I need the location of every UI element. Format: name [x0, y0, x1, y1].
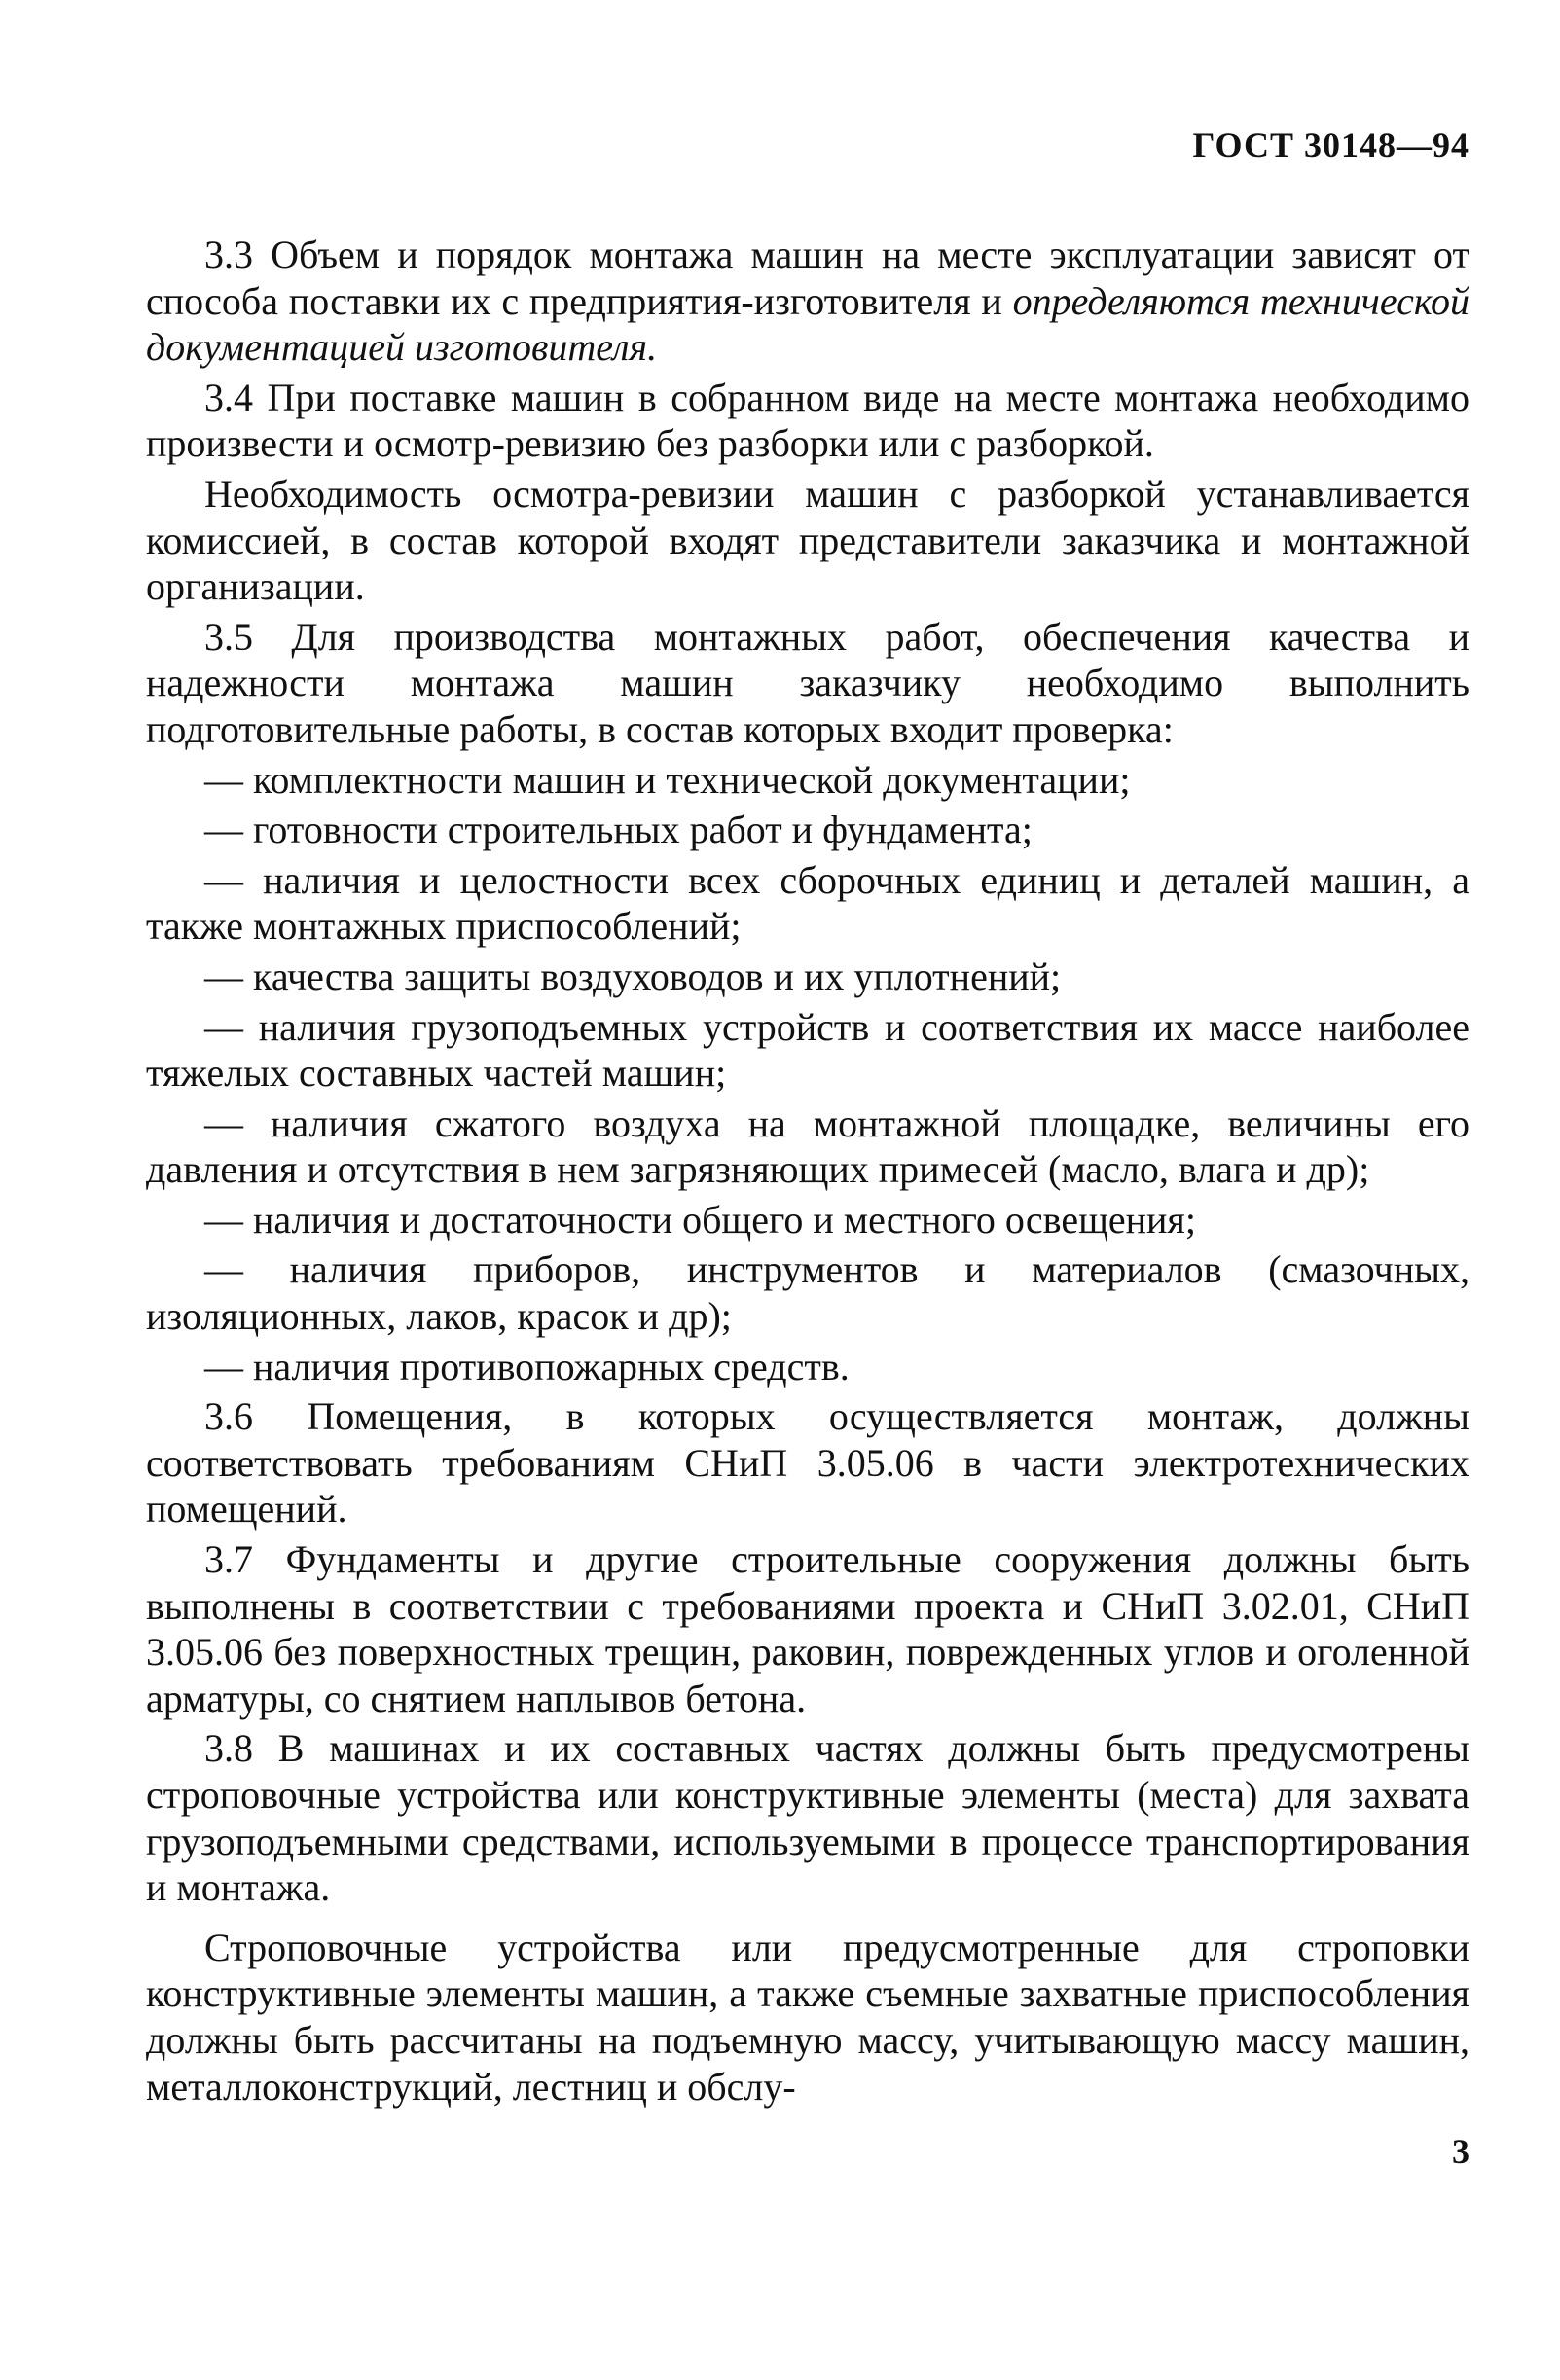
- list-item-completeness: — комплектности машин и технической документации;: [204, 757, 1131, 802]
- paragraph-3-6: 3.6 Помещения, в которых осуществляется монтаж, должны соответствовать требованиям СНиП 3.05.06 в части электротехнических помещений.: [146, 1394, 1469, 1532]
- paragraph-3-3-italic: определяются технической документацией изготовителя.: [146, 278, 1470, 370]
- paragraph-3-5: 3.5 Для производства монтажных работ, обеспечения качества и надежности монтажа машин заказчику необходимо выполнить подготовительные работы, в состав которых входит проверка:: [146, 614, 1469, 751]
- list-item-fire: — наличия противопожарных средств.: [204, 1344, 850, 1388]
- paragraph-inspection: Необходимость осмотра-ревизии машин с разборкой устанавливается комиссией, в состав которой входят представители заказчика и монтажной организации.: [146, 471, 1469, 609]
- paragraph-3-8: 3.8 В машинах и их составных частях должны быть предусмотрены строповочные устройства или конструктивные элементы (места) для захвата грузоподъемными средствами, используемыми в процессе транспортирования и монтажа.: [146, 1726, 1469, 1910]
- paragraph-3-3: 3.3 Объем и порядок монтажа машин на месте эксплуатации зависят от способа поставки их с предприятия-изготовителя и определяются технической документацией изготовителя.: [146, 233, 1470, 370]
- standard-header: ГОСТ 30148—94: [1192, 126, 1469, 164]
- list-item-readiness: — готовности строительных работ и фундамента;: [204, 808, 1033, 852]
- list-item-lifting: — наличия грузоподъемных устройств и соответствия их массе наиболее тяжелых составных частей машин;: [146, 1004, 1469, 1096]
- paragraph-slinging: Строповочные устройства или предусмотренные для строповки конструктивные элементы машин, а также съемные захватные приспособления должны быть рассчитаны на подъемную массу, учитывающую массу машин, металлоконструкций, лестниц и обслу-: [146, 1925, 1469, 2109]
- list-item-protection: — качества защиты воздуховодов и их уплотнений;: [204, 954, 1062, 998]
- list-item-air: — наличия сжатого воздуха на монтажной площадке, величины его давления и отсутствия в нем загрязняющих примесей (масло, влага и др);: [146, 1100, 1469, 1192]
- list-item-instruments: — наличия приборов, инструментов и материалов (смазочных, изоляционных, лаков, красок и др);: [146, 1247, 1469, 1339]
- page-number: 3: [1452, 2132, 1469, 2171]
- document-page: [146, 117, 1469, 2296]
- paragraph-3-4: 3.4 При поставке машин в собранном виде на месте монтажа необходимо произвести и осмотр-ревизию без разборки или с разборкой.: [146, 375, 1469, 466]
- list-item-lighting: — наличия и достаточности общего и местного освещения;: [204, 1197, 1196, 1242]
- list-item-integrity: — наличия и целостности всех сборочных единиц и деталей машин, а также монтажных приспособлений;: [146, 857, 1469, 949]
- document-body: [146, 232, 1469, 2113]
- paragraph-3-7: 3.7 Фундаменты и другие строительные сооружения должны быть выполнены в соответствии с требованиями проекта и СНиП 3.02.01, СНиП 3.05.06 без поверхностных трещин, раковин, поврежденных углов и оголенной арматуры, со снятием наплывов бетона.: [146, 1537, 1469, 1720]
